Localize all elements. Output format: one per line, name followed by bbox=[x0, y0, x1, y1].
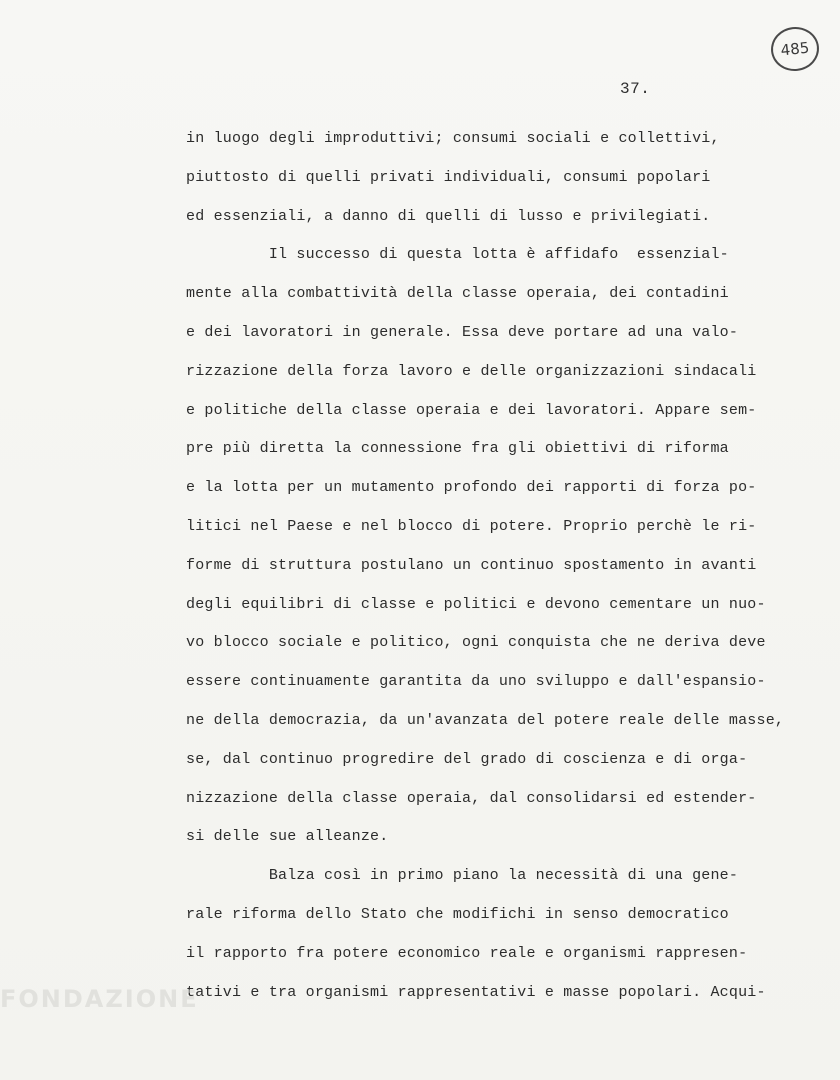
text-line: ne della democrazia, da un'avanzata del potere reale delle masse, bbox=[186, 711, 785, 729]
watermark: FONDAZIONE bbox=[0, 985, 199, 1013]
text-line: rizzazione della forza lavoro e delle organizzazioni sindacali bbox=[186, 362, 757, 380]
text-line: pre più diretta la connessione fra gli obiettivi di riforma bbox=[186, 440, 729, 458]
text-line: e la lotta per un mutamento profondo dei rapporti di forza po- bbox=[186, 479, 757, 497]
text-line: e dei lavoratori in generale. Essa deve portare ad una valo- bbox=[186, 323, 739, 341]
typewritten-body bbox=[186, 128, 826, 1020]
text-line: litici nel Paese e nel blocco di potere. Proprio perchè le ri- bbox=[186, 517, 757, 535]
stamp-number: 485 bbox=[779, 38, 811, 60]
page-number: 37. bbox=[620, 80, 651, 98]
text-line: e politiche della classe operaia e dei lavoratori. Appare sem- bbox=[186, 401, 757, 419]
text-line: si delle sue alleanze. bbox=[186, 828, 389, 846]
text-line: piuttosto di quelli privati individuali, consumi popolari bbox=[186, 168, 711, 186]
text-line: mente alla combattività della classe operaia, dei contadini bbox=[186, 285, 729, 303]
archive-stamp bbox=[769, 25, 821, 74]
text-line: tativi e tra organismi rappresentativi e masse popolari. Acqui- bbox=[186, 983, 766, 1001]
text-line: ed essenziali, a danno di quelli di lusso e privilegiati. bbox=[186, 207, 711, 225]
text-line: essere continuamente garantita da uno sviluppo e dall'espansio- bbox=[186, 673, 766, 691]
text-line: Il successo di questa lotta è affidafo essenzial- bbox=[186, 246, 729, 264]
text-line: in luogo degli improduttivi; consumi sociali e collettivi, bbox=[186, 130, 720, 147]
text-line: rale riforma dello Stato che modifichi in senso democratico bbox=[186, 905, 729, 923]
text-line: vo blocco sociale e politico, ogni conquista che ne deriva deve bbox=[186, 634, 766, 652]
text-line: il rapporto fra potere economico reale e organismi rappresen- bbox=[186, 944, 748, 962]
text-line: degli equilibri di classe e politici e devono cementare un nuo- bbox=[186, 595, 766, 613]
text-line: nizzazione della classe operaia, dal consolidarsi ed estender- bbox=[186, 789, 757, 807]
text-line: Balza così in primo piano la necessità di una gene- bbox=[186, 867, 739, 885]
text-line: se, dal continuo progredire del grado di coscienza e di orga- bbox=[186, 750, 748, 768]
text-line: forme di struttura postulano un continuo spostamento in avanti bbox=[186, 556, 757, 574]
